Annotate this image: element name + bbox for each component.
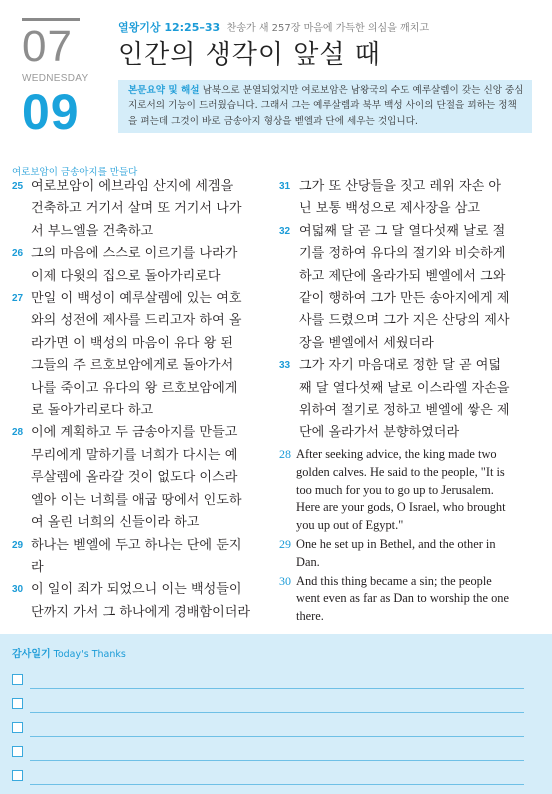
verse-number: 31 <box>279 181 291 192</box>
verses-right-column <box>279 176 525 445</box>
english-verse-number: 30 <box>279 573 291 588</box>
section-heading: 여로보암이 금송아지를 만들다 <box>12 167 138 178</box>
thanks-write-line[interactable] <box>30 688 524 689</box>
verse <box>12 535 260 580</box>
reference-line <box>118 20 533 36</box>
thanks-write-line[interactable] <box>30 736 524 737</box>
verse <box>279 221 525 355</box>
verse <box>279 176 525 221</box>
verse-text: 그가 또 산당들을 짓고 레위 자손 아 닌 보통 백성으로 제사장을 삼고 <box>299 179 502 217</box>
thanks-title <box>12 645 126 660</box>
verse <box>12 176 260 243</box>
thanks-title-korean: 감사일기 <box>12 649 51 660</box>
verse-text: 여덟째 달 곧 그 달 열다섯째 날로 절 기를 정하여 유다의 절기와 비슷하게 하고 제단에 올라가되 벧엘에서 그와 같이 행하여 그가 만든 송아지에게 제 사를 드렸으며 그가 지은 산당의 제사 장을 벧엘에서 세웠더라 <box>299 223 510 351</box>
thanks-write-line[interactable] <box>30 784 524 785</box>
verses-left-column <box>12 176 260 624</box>
english-verse-text: One he set up in Bethel, and the other in Dan. <box>296 536 496 569</box>
verse <box>12 579 260 624</box>
verse-text: 이 일이 죄가 되었으니 이는 백성들이 단까지 가서 그 하나에게 경배함이더라 <box>31 582 251 620</box>
verse-number: 33 <box>279 360 291 372</box>
verse <box>279 355 525 445</box>
thanks-entry-row[interactable] <box>12 722 524 736</box>
page-title: 인간의 생각이 앞설 때 <box>118 40 381 70</box>
verse-text: 만일 이 백성이 예루살렘에 있는 여호 와의 성전에 제사를 드리고자 하여 올 라가면 이 백성의 마음이 유다 왕 된 그들의 주 르호보암에게로 돌아가서 나를 죽이고 유다의 왕 르호보암에게 로 돌아가리로다 하고 <box>31 291 242 419</box>
date-rule <box>22 18 80 21</box>
verse-text: 그가 자기 마음대로 정한 달 곧 여덟 째 달 열다섯째 날로 이스라엘 자손을 위하여 절기로 정하고 벧엘에 쌓은 제 단에 올라가서 분향하였더라 <box>299 358 510 441</box>
date-block <box>22 18 89 140</box>
verse-number: 25 <box>12 181 24 192</box>
thanks-entry-row[interactable] <box>12 674 524 688</box>
english-verse-text: And this thing became a sin; the people went even as far as Dan to worship the one there. <box>296 573 509 624</box>
summary-label: 본문요약 및 해설 <box>128 85 200 96</box>
verse-number: 26 <box>12 248 24 260</box>
thanks-checkbox[interactable] <box>12 698 23 709</box>
summary-box <box>118 80 532 133</box>
hymn-reference: 찬송가 새 257장 마음에 가득한 의심을 깨치고 <box>226 23 430 34</box>
english-verse <box>279 446 527 535</box>
thanks-checkbox[interactable] <box>12 746 23 757</box>
day-number: 09 <box>22 84 80 140</box>
verse-number: 29 <box>12 539 24 551</box>
verse <box>12 243 260 288</box>
thanks-write-line[interactable] <box>30 712 524 713</box>
verse-text: 이에 계획하고 두 금송아지를 만들고 무리에게 말하기를 너희가 다시는 예 루살렘에 올라갈 것이 없도다 이스라 엘아 이는 너희를 애굽 땅에서 인도하 여 올린 너희의 신들이라 하고 <box>31 425 242 531</box>
thanks-entry-row[interactable] <box>12 746 524 760</box>
verse-text: 그의 마음에 스스로 이르기를 나라가 이제 다윗의 집으로 돌아가리로다 <box>31 246 238 284</box>
english-verse-number: 28 <box>279 447 291 461</box>
month-number: 07 <box>22 22 73 71</box>
verse <box>12 288 260 422</box>
thanks-entry-row[interactable] <box>12 698 524 712</box>
thanks-checkbox[interactable] <box>12 770 23 781</box>
english-verse <box>279 573 527 626</box>
thanks-title-english: Today's Thanks <box>53 649 126 660</box>
thanks-checkbox[interactable] <box>12 722 23 733</box>
verse-text: 여로보암이 에브라임 산지에 세겜을 건축하고 거기서 살며 또 거기서 나가 서 부느엘을 건축하고 <box>31 179 242 239</box>
english-verse <box>279 536 527 572</box>
thanks-journal <box>0 634 552 794</box>
verse-number: 27 <box>12 293 24 305</box>
verse-number: 30 <box>12 584 24 596</box>
thanks-write-line[interactable] <box>30 760 524 761</box>
verse <box>12 422 260 534</box>
page-header <box>118 20 533 72</box>
english-verses <box>279 446 527 627</box>
scripture-reference: 열왕기상 12:25–33 <box>118 21 221 34</box>
summary-text: 남북으로 분열되었지만 여로보암은 남왕국의 수도 예루살렘이 갖는 신앙 중심지로서의 기능이 드러웠습니다. 그래서 그는 예루살렘과 북부 백성 사이의 단절을 꾀하는 정책을 펴는데 그것이 바로 금송아지 형상을 벧엘과 단에 세우는 것입니다. <box>128 85 524 127</box>
english-verse-number: 29 <box>279 536 291 551</box>
verse-text: 하나는 벧엘에 두고 하나는 단에 둔지 라 <box>31 537 242 575</box>
weekday-label: WEDNESDAY <box>22 73 89 84</box>
verse-number: 28 <box>12 427 24 439</box>
thanks-checkbox[interactable] <box>12 674 23 685</box>
thanks-entry-row[interactable] <box>12 770 524 784</box>
verse-number: 32 <box>279 225 291 237</box>
english-verse-text: After seeking advice, the king made two golden calves. He said to the people, "It is too much for you to go up to Jerusalem. Here are your gods, O Israel, who brought you up out of Egypt." <box>296 447 506 533</box>
